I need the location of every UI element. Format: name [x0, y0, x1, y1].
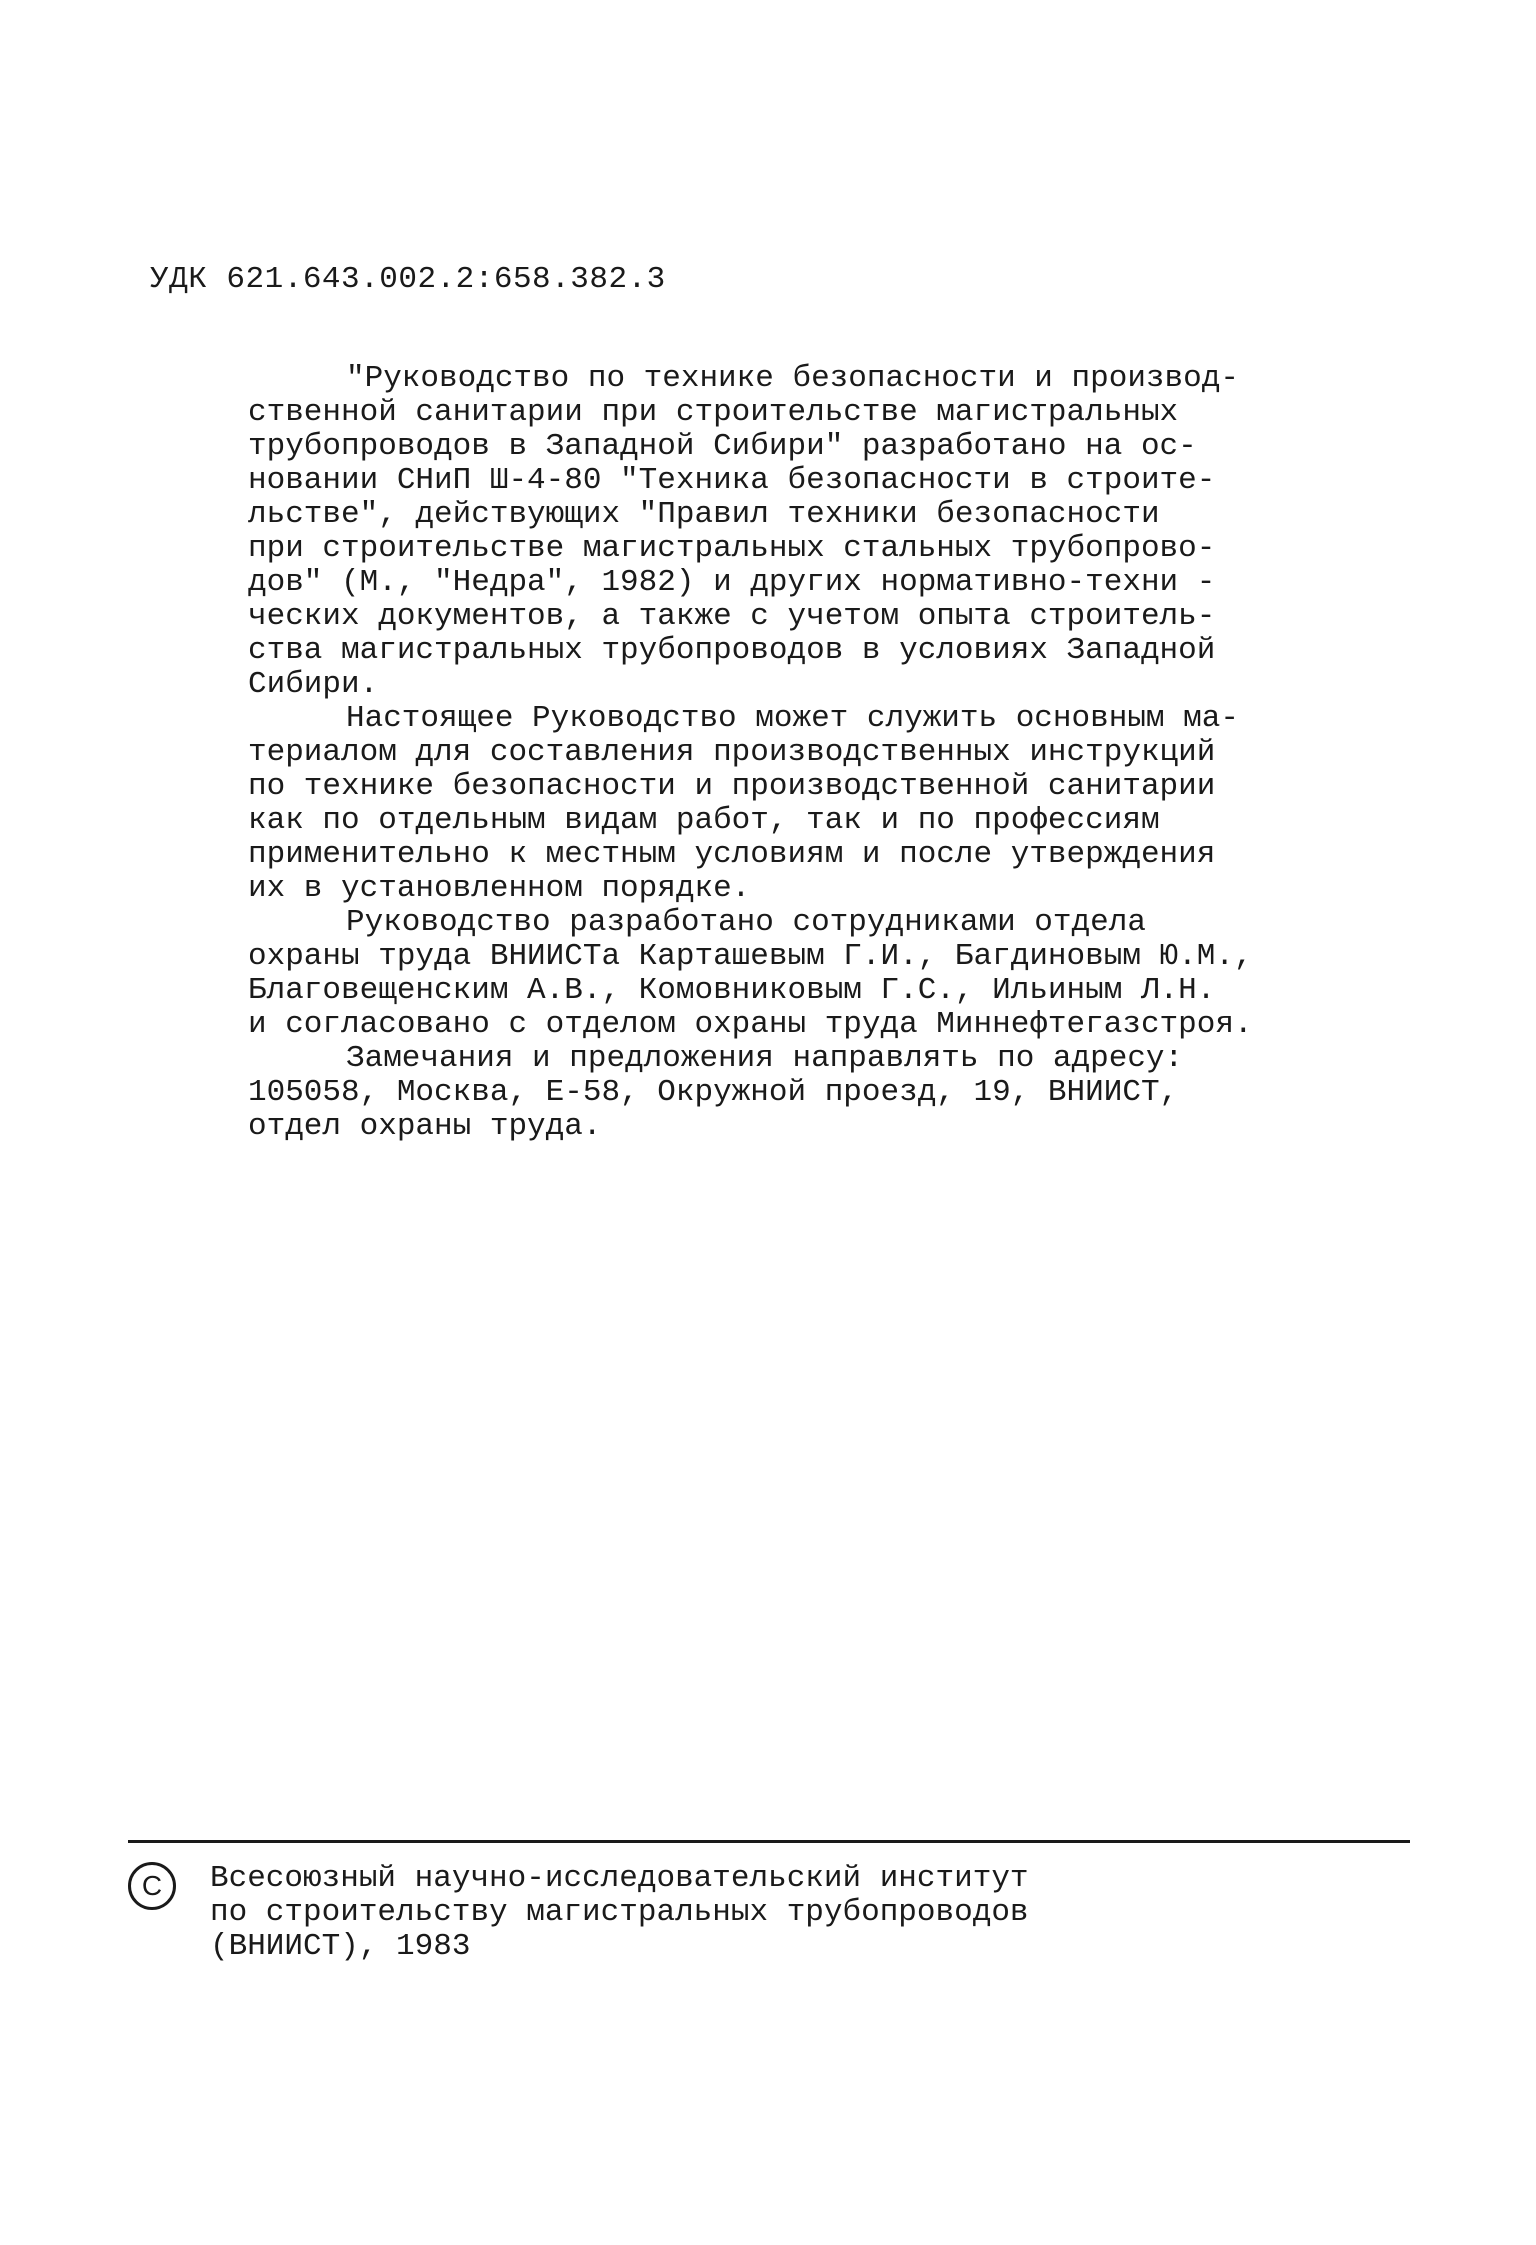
body-line: "Руководство по технике безопасности и производ- [346, 361, 1239, 396]
copyright-line: (ВНИИСТ), 1983 [210, 1929, 471, 1964]
copyright-icon: С [128, 1862, 176, 1910]
body-line: трубопроводов в Западной Сибири" разработано на ос- [248, 429, 1197, 464]
body-line: Руководство разработано сотрудниками отдела [346, 905, 1146, 940]
udk-code: УДК 621.643.002.2:658.382.3 [150, 262, 666, 297]
body-line: Настоящее Руководство может служить основным ма- [346, 701, 1239, 736]
body-line: ственной санитарии при строительстве магистральных [248, 395, 1179, 430]
body-line: отдел охраны труда. [248, 1109, 602, 1144]
body-line: ческих документов, а также с учетом опыта строитель- [248, 599, 1216, 634]
body-line: при строительстве магистральных стальных трубопрово- [248, 531, 1216, 566]
body-line: дов" (М., "Недра", 1982) и других нормативно-техни - [248, 565, 1216, 600]
body-line: Сибири. [248, 667, 379, 702]
footer-divider [128, 1840, 1410, 1843]
body-line: Благовещенским А.В., Комовниковым Г.С., Ильиным Л.Н. [248, 973, 1216, 1008]
copyright-line: Всесоюзный научно-исследовательский институт [210, 1861, 1029, 1896]
body-line: териалом для составления производственных инструкций [248, 735, 1216, 770]
body-line: по технике безопасности и производственной санитарии [248, 769, 1216, 804]
body-line: применительно к местным условиям и после утверждения [248, 837, 1216, 872]
body-line: ства магистральных трубопроводов в условиях Западной [248, 633, 1216, 668]
body-text [248, 362, 1348, 1144]
copyright-footer [128, 1862, 1328, 1982]
body-line: 105058, Москва, Е-58, Окружной проезд, 19, ВНИИСТ, [248, 1075, 1179, 1110]
copyright-text [210, 1862, 1029, 1964]
body-line: их в установленном порядке. [248, 871, 751, 906]
body-line: льстве", действующих "Правил техники безопасности [248, 497, 1160, 532]
body-line: и согласовано с отделом охраны труда Миннефтегазстроя. [248, 1007, 1253, 1042]
body-line: как по отдельным видам работ, так и по профессиям [248, 803, 1160, 838]
body-line: охраны труда ВНИИСТа Карташевым Г.И., Багдиновым Ю.М., [248, 939, 1253, 974]
body-line: Замечания и предложения направлять по адресу: [346, 1041, 1184, 1076]
copyright-line: по строительству магистральных трубопроводов [210, 1895, 1029, 1930]
body-line: новании СНиП Ш-4-80 "Техника безопасности в строите- [248, 463, 1216, 498]
